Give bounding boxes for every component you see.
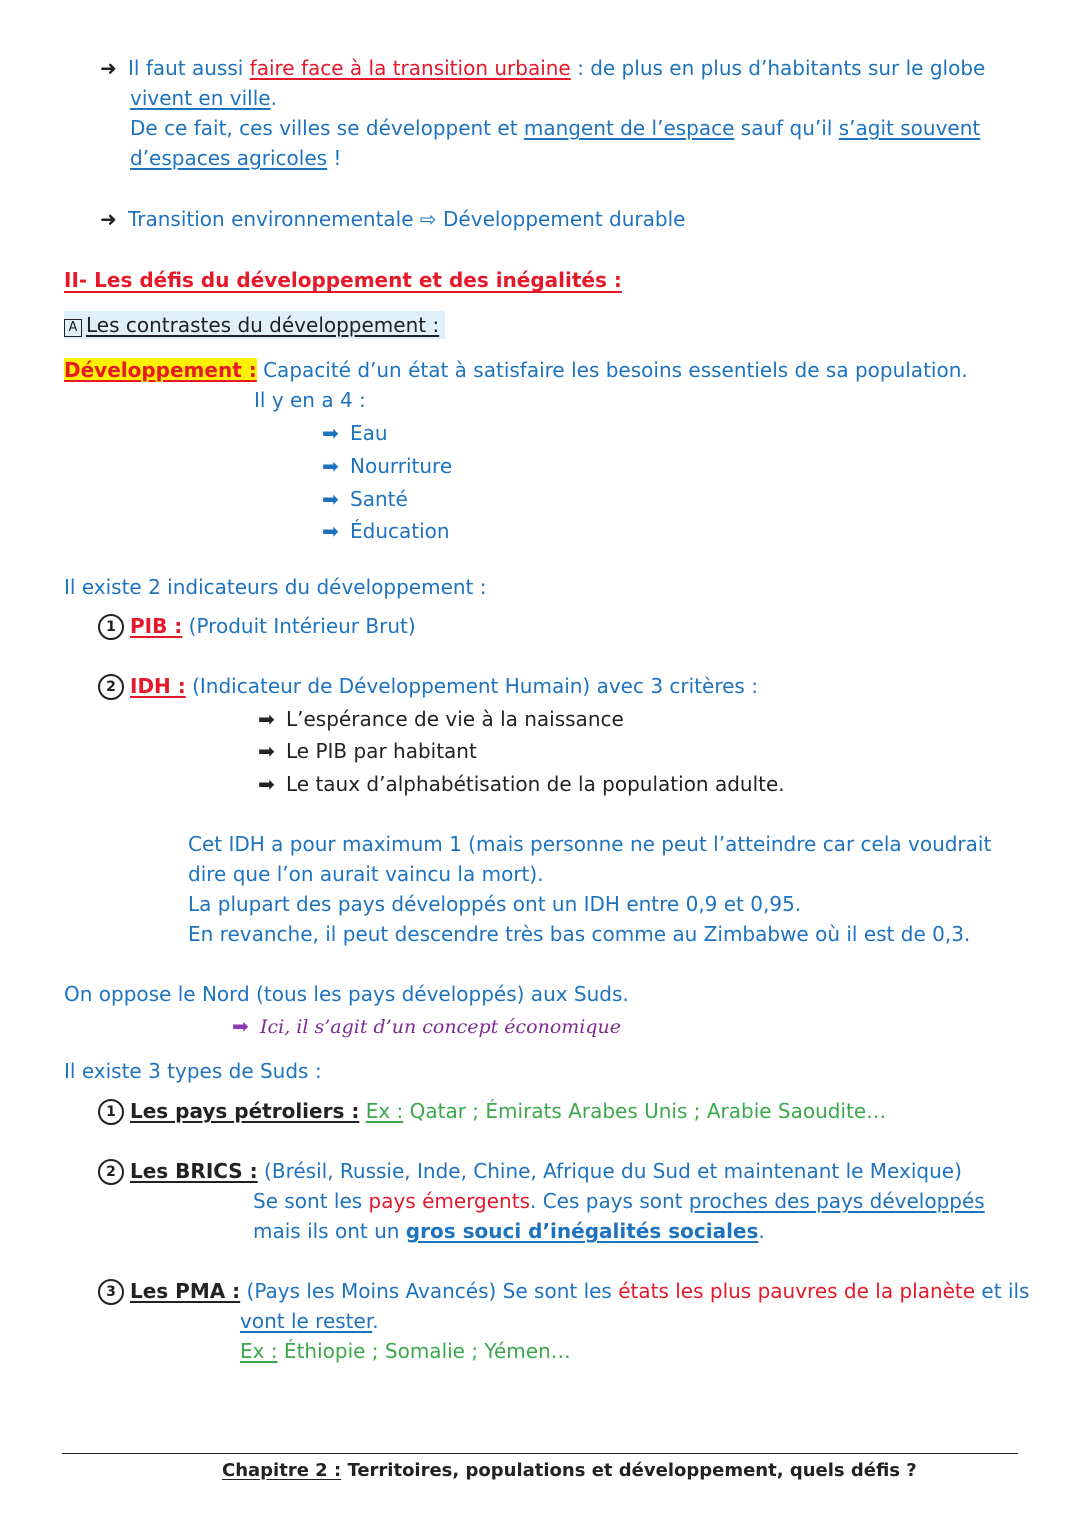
- intro-line-5: ➜ Transition environnementale ⇨ Développement durable: [100, 204, 685, 234]
- suds-intro: Il existe 3 types de Suds :: [64, 1059, 322, 1083]
- arrow-right-icon: ➡: [258, 739, 275, 763]
- arrow-right-icon: ➡: [232, 1014, 249, 1038]
- definition-term: Développement :: [64, 358, 257, 382]
- double-arrow-icon: ⇨: [419, 207, 437, 231]
- nord-sud-note: ➡ Ici, il s’agit d’un concept économique: [232, 1011, 621, 1042]
- sud-type-2-line-3: mais ils ont un gros souci d’inégalités sociales.: [253, 1219, 765, 1243]
- need-item: ➡ Éducation: [322, 516, 450, 546]
- intro-line-3: De ce fait, ces villes se développent et mangent de l’espace sauf qu’il s’agit souvent: [130, 116, 981, 140]
- needs-count: Il y en a 4 :: [254, 388, 366, 412]
- number-3-icon: 3: [98, 1279, 124, 1305]
- idh-criterion: ➡ Le PIB par habitant: [258, 736, 477, 766]
- indicator-idh: 2 IDH : (Indicateur de Développement Humain) avec 3 critères :: [98, 671, 758, 701]
- sud-type-1: 1 Les pays pétroliers : Ex : Qatar ; Émirats Arabes Unis ; Arabie Saoudite…: [98, 1096, 886, 1126]
- number-2-icon: 2: [98, 1159, 124, 1185]
- arrow-right-icon: ➡: [258, 707, 275, 731]
- indicators-intro: Il existe 2 indicateurs du développement :: [64, 575, 487, 599]
- subsection-heading: A Les contrastes du développement :: [64, 310, 445, 340]
- number-2-icon: 2: [98, 674, 124, 700]
- sud-type-2: 2 Les BRICS : (Brésil, Russie, Inde, Chine, Afrique du Sud et maintenant le Mexique): [98, 1156, 962, 1186]
- arrow-right-icon: ➡: [322, 454, 339, 478]
- idh-note-line: En revanche, il peut descendre très bas comme au Zimbabwe où il est de 0,3.: [188, 922, 971, 946]
- indicator-pib: 1 PIB : (Produit Intérieur Brut): [98, 611, 416, 641]
- idh-note-line: Cet IDH a pour maximum 1 (mais personne ne peut l’atteindre car cela voudrait: [188, 832, 992, 856]
- sud-type-3-line-3: Ex : Éthiopie ; Somalie ; Yémen…: [240, 1339, 571, 1363]
- sud-type-3-line-2: vont le rester.: [240, 1309, 379, 1333]
- section-heading: II- Les défis du développement et des inégalités :: [64, 268, 622, 292]
- arrow-right-icon: ➜: [100, 56, 117, 80]
- need-item: ➡ Eau: [322, 418, 388, 448]
- intro-line-4: d’espaces agricoles !: [130, 146, 342, 170]
- idh-note-line: dire que l’on aurait vaincu la mort).: [188, 862, 544, 886]
- sud-type-3: 3 Les PMA : (Pays les Moins Avancés) Se sont les états les plus pauvres de la planète et ils: [98, 1276, 1029, 1306]
- need-item: ➡ Santé: [322, 484, 408, 514]
- intro-line-1: ➜ Il faut aussi faire face à la transition urbaine : de plus en plus d’habitants sur le globe: [100, 53, 985, 83]
- arrow-right-icon: ➡: [322, 519, 339, 543]
- page-footer: Chapitre 2 : Territoires, populations et développement, quels défis ?: [222, 1460, 917, 1481]
- boxed-letter-a-icon: A: [64, 319, 82, 337]
- arrow-right-icon: ➡: [322, 487, 339, 511]
- nord-sud-line: On oppose le Nord (tous les pays développés) aux Suds.: [64, 982, 629, 1006]
- number-1-icon: 1: [98, 614, 124, 640]
- number-1-icon: 1: [98, 1099, 124, 1125]
- idh-criterion: ➡ Le taux d’alphabétisation de la population adulte.: [258, 769, 785, 799]
- intro-line-2: vivent en ville.: [130, 86, 277, 110]
- idh-note-line: La plupart des pays développés ont un IDH entre 0,9 et 0,95.: [188, 892, 802, 916]
- definition-line: Développement : Capacité d’un état à satisfaire les besoins essentiels de sa population.: [64, 358, 968, 382]
- arrow-right-icon: ➡: [258, 772, 275, 796]
- need-item: ➡ Nourriture: [322, 451, 452, 481]
- arrow-right-icon: ➡: [322, 421, 339, 445]
- arrow-right-icon: ➜: [100, 207, 117, 231]
- footer-divider: [62, 1453, 1018, 1454]
- idh-criterion: ➡ L’espérance de vie à la naissance: [258, 704, 624, 734]
- sud-type-2-line-2: Se sont les pays émergents. Ces pays sont proches des pays développés: [253, 1189, 985, 1213]
